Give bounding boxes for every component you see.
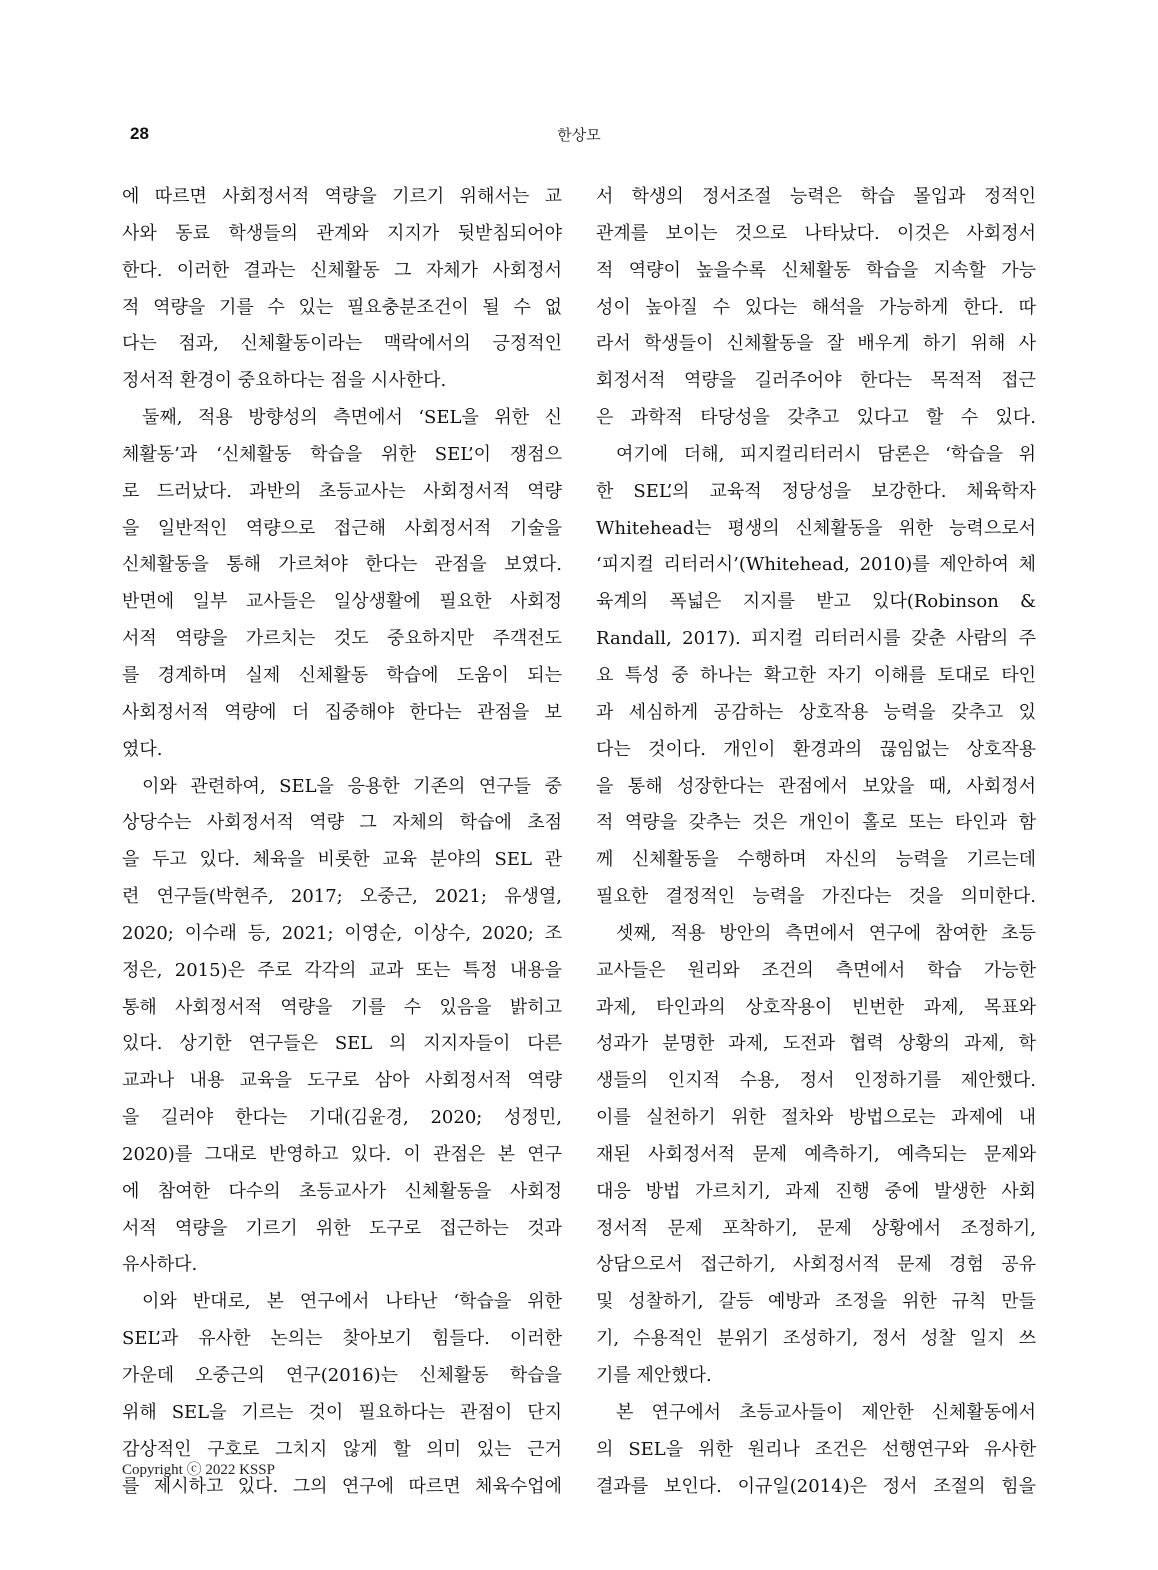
text-line: 육계의 폭넓은 지지를 받고 있다(Robinson &: [596, 591, 1036, 613]
text-line: 를 경계하며 실제 신체활동 학습에 도움이 되는: [122, 664, 562, 686]
text-line: 적 역량이 높을수록 신체활동 학습을 지속할 가능: [596, 259, 1036, 281]
text-line: 교사들은 원리와 조건의 측면에서 학습 가능한: [596, 959, 1036, 981]
text-line: 다는 점과, 신체활동이라는 맥락에서의 긍정적인: [122, 333, 562, 355]
text-line: 가운데 오중근의 연구(2016)는 신체활동 학습을: [122, 1365, 562, 1386]
text-line: 정은, 2015)은 주로 각각의 교과 또는 특정 내용을: [122, 959, 562, 981]
text-line: 을 통해 성장한다는 관점에서 보았을 때, 사회정서: [596, 775, 1036, 797]
text-line: 의 SEL을 위한 원리나 조건은 선행연구와 유사한: [596, 1438, 1036, 1460]
text-line: 통해 사회정서적 역량을 기를 수 있음을 밝히고: [122, 996, 562, 1018]
text-line: 사와 동료 학생들의 관계와 지지가 뒷받침되어야: [122, 222, 562, 244]
text-line: 감상적인 구호로 그치지 않게 할 의미 있는 근거: [122, 1438, 562, 1460]
text-line: 로 드러났다. 과반의 초등교사는 사회정서적 역량: [122, 480, 562, 502]
text-line: 서적 역량을 기르기 위한 도구로 접근하는 것과: [122, 1217, 562, 1239]
text-line: 을 길러야 한다는 기대(김윤경, 2020; 성정민,: [122, 1107, 562, 1129]
text-line: SEL’과 유사한 논의는 찾아보기 힘들다. 이러한: [122, 1328, 562, 1350]
text-line: 이를 실천하기 위한 절차와 방법으로는 과제에 내: [596, 1107, 1036, 1129]
running-header-author: 한상모: [557, 126, 601, 144]
text-line: 상담으로서 접근하기, 사회정서적 문제 경험 공유: [596, 1254, 1036, 1276]
text-line: 련 연구들(박현주, 2017; 오중근, 2021; 유생열,: [122, 886, 562, 908]
text-line: 요 특성 중 하나는 확고한 자기 이해를 토대로 타인: [596, 664, 1036, 686]
text-line: 생들의 인지적 수용, 정서 인정하기를 제안했다.: [596, 1070, 1036, 1092]
text-line: 성과가 분명한 과제, 도전과 협력 상황의 과제, 학: [596, 1033, 1036, 1055]
text-line: 다는 것이다. 개인이 환경과의 끊임없는 상호작용: [596, 738, 1036, 760]
text-line: 을 일반적인 역량으로 접근해 사회정서적 기술을: [122, 517, 562, 539]
text-line: 기, 수용적인 분위기 조성하기, 정서 성찰 일지 쓰: [596, 1328, 1036, 1350]
text-line: 사회정서적 역량에 더 집중해야 한다는 관점을 보: [122, 701, 562, 723]
text-line: 과 세심하게 공감하는 상호작용 능력을 갖추고 있: [596, 701, 1036, 723]
text-line: 회정서적 역량을 길러주어야 한다는 목적적 접근: [596, 370, 1036, 392]
text-line: 있다. 상기한 연구들은 SEL 의 지지자들이 다른: [122, 1033, 562, 1055]
text-line: 셋째, 적용 방안의 측면에서 연구에 참여한 초등: [616, 922, 1036, 944]
text-line: 은 과학적 타당성을 갖추고 있다고 할 수 있다.: [596, 407, 1036, 429]
text-line: 께 신체활동을 수행하며 자신의 능력을 기르는데: [596, 849, 1036, 871]
text-line: 에 참여한 다수의 초등교사가 신체활동을 사회정: [122, 1180, 562, 1202]
text-line: 적 역량을 기를 수 있는 필요충분조건이 될 수 없: [122, 296, 562, 318]
text-line: 본 연구에서 초등교사들이 제안한 신체활동에서: [616, 1401, 1036, 1423]
text-line: 위해 SEL을 기르는 것이 필요하다는 관점이 단지: [122, 1401, 562, 1423]
text-line: 유사하다.: [122, 1254, 198, 1276]
text-line: 이와 관련하여, SEL을 응용한 기존의 연구들 중: [142, 775, 562, 797]
text-line: 한 SEL’의 교육적 정당성을 보강한다. 체육학자: [596, 480, 1036, 502]
text-line: 을 두고 있다. 체육을 비롯한 교육 분야의 SEL 관: [122, 849, 562, 871]
text-line: 관계를 보이는 것으로 나타났다. 이것은 사회정서: [596, 222, 1036, 244]
text-line: 대응 방법 가르치기, 과제 진행 중에 발생한 사회: [596, 1180, 1036, 1202]
right-text-column: [596, 179, 1036, 1505]
text-line: 에 따르면 사회정서적 역량을 기르기 위해서는 교: [122, 186, 562, 207]
text-line: 2020)를 그대로 반영하고 있다. 이 관점은 본 연구: [122, 1143, 562, 1165]
text-line: 신체활동을 통해 가르쳐야 한다는 관점을 보였다.: [122, 554, 562, 576]
text-line: 상당수는 사회정서적 역량 그 자체의 학습에 초점: [122, 812, 562, 834]
text-line: 결과를 보인다. 이규일(2014)은 정서 조절의 힘을: [596, 1475, 1036, 1497]
text-line: 여기에 더해, 피지컬리터러시 담론은 ‘학습을 위: [616, 443, 1036, 465]
text-line: 필요한 결정적인 능력을 가진다는 것을 의미한다.: [596, 886, 1036, 908]
text-line: 재된 사회정서적 문제 예측하기, 예측되는 문제와: [596, 1143, 1036, 1165]
text-line: 성이 높아질 수 있다는 해석을 가능하게 한다. 따: [596, 296, 1036, 318]
text-line: 를 제시하고 있다. 그의 연구에 따르면 체육수업에: [122, 1475, 562, 1497]
text-line: 서 학생의 정서조절 능력은 학습 몰입과 정적인: [596, 186, 1036, 207]
text-line: 반면에 일부 교사들은 일상생활에 필요한 사회정: [122, 591, 562, 613]
text-line: 2020; 이수래 등, 2021; 이영순, 이상수, 2020; 조: [122, 922, 562, 944]
text-line: ‘피지컬 리터러시’(Whitehead, 2010)를 제안하여 체: [596, 554, 1036, 576]
text-line: 정서적 환경이 중요하다는 점을 시사한다.: [122, 370, 447, 392]
text-line: 체활동’과 ‘신체활동 학습을 위한 SEL’이 쟁점으: [122, 443, 562, 465]
text-line: 라서 학생들이 신체활동을 잘 배우게 하기 위해 사: [596, 333, 1036, 355]
text-line: 과제, 타인과의 상호작용이 빈번한 과제, 목표와: [596, 996, 1036, 1018]
text-line: 적 역량을 갖추는 것은 개인이 홀로 또는 타인과 함: [596, 812, 1036, 834]
text-line: 정서적 문제 포착하기, 문제 상황에서 조정하기,: [596, 1217, 1036, 1239]
text-line: 였다.: [122, 738, 163, 760]
left-text-column: [122, 179, 562, 1505]
text-line: 교과나 내용 교육을 도구로 삼아 사회정서적 역량: [122, 1070, 562, 1092]
text-line: 한다. 이러한 결과는 신체활동 그 자체가 사회정서: [122, 259, 562, 281]
text-line: Randall, 2017). 피지컬 리터러시를 갖춘 사람의 주: [596, 628, 1036, 650]
text-line: Whitehead는 평생의 신체활동을 위한 능력으로서: [596, 517, 1036, 539]
text-line: 이와 반대로, 본 연구에서 나타난 ‘학습을 위한: [142, 1291, 562, 1313]
text-line: 및 성찰하기, 갈등 예방과 조정을 위한 규칙 만들: [596, 1291, 1036, 1313]
copyright-footer: Copyright ⓒ 2022 KSSP: [122, 1462, 275, 1478]
text-line: 둘째, 적용 방향성의 측면에서 ‘SEL을 위한 신: [142, 407, 562, 429]
page-number: 28: [130, 124, 149, 143]
text-line: 서적 역량을 가르치는 것도 중요하지만 주객전도: [122, 628, 562, 650]
text-line: 기를 제안했다.: [596, 1365, 712, 1386]
